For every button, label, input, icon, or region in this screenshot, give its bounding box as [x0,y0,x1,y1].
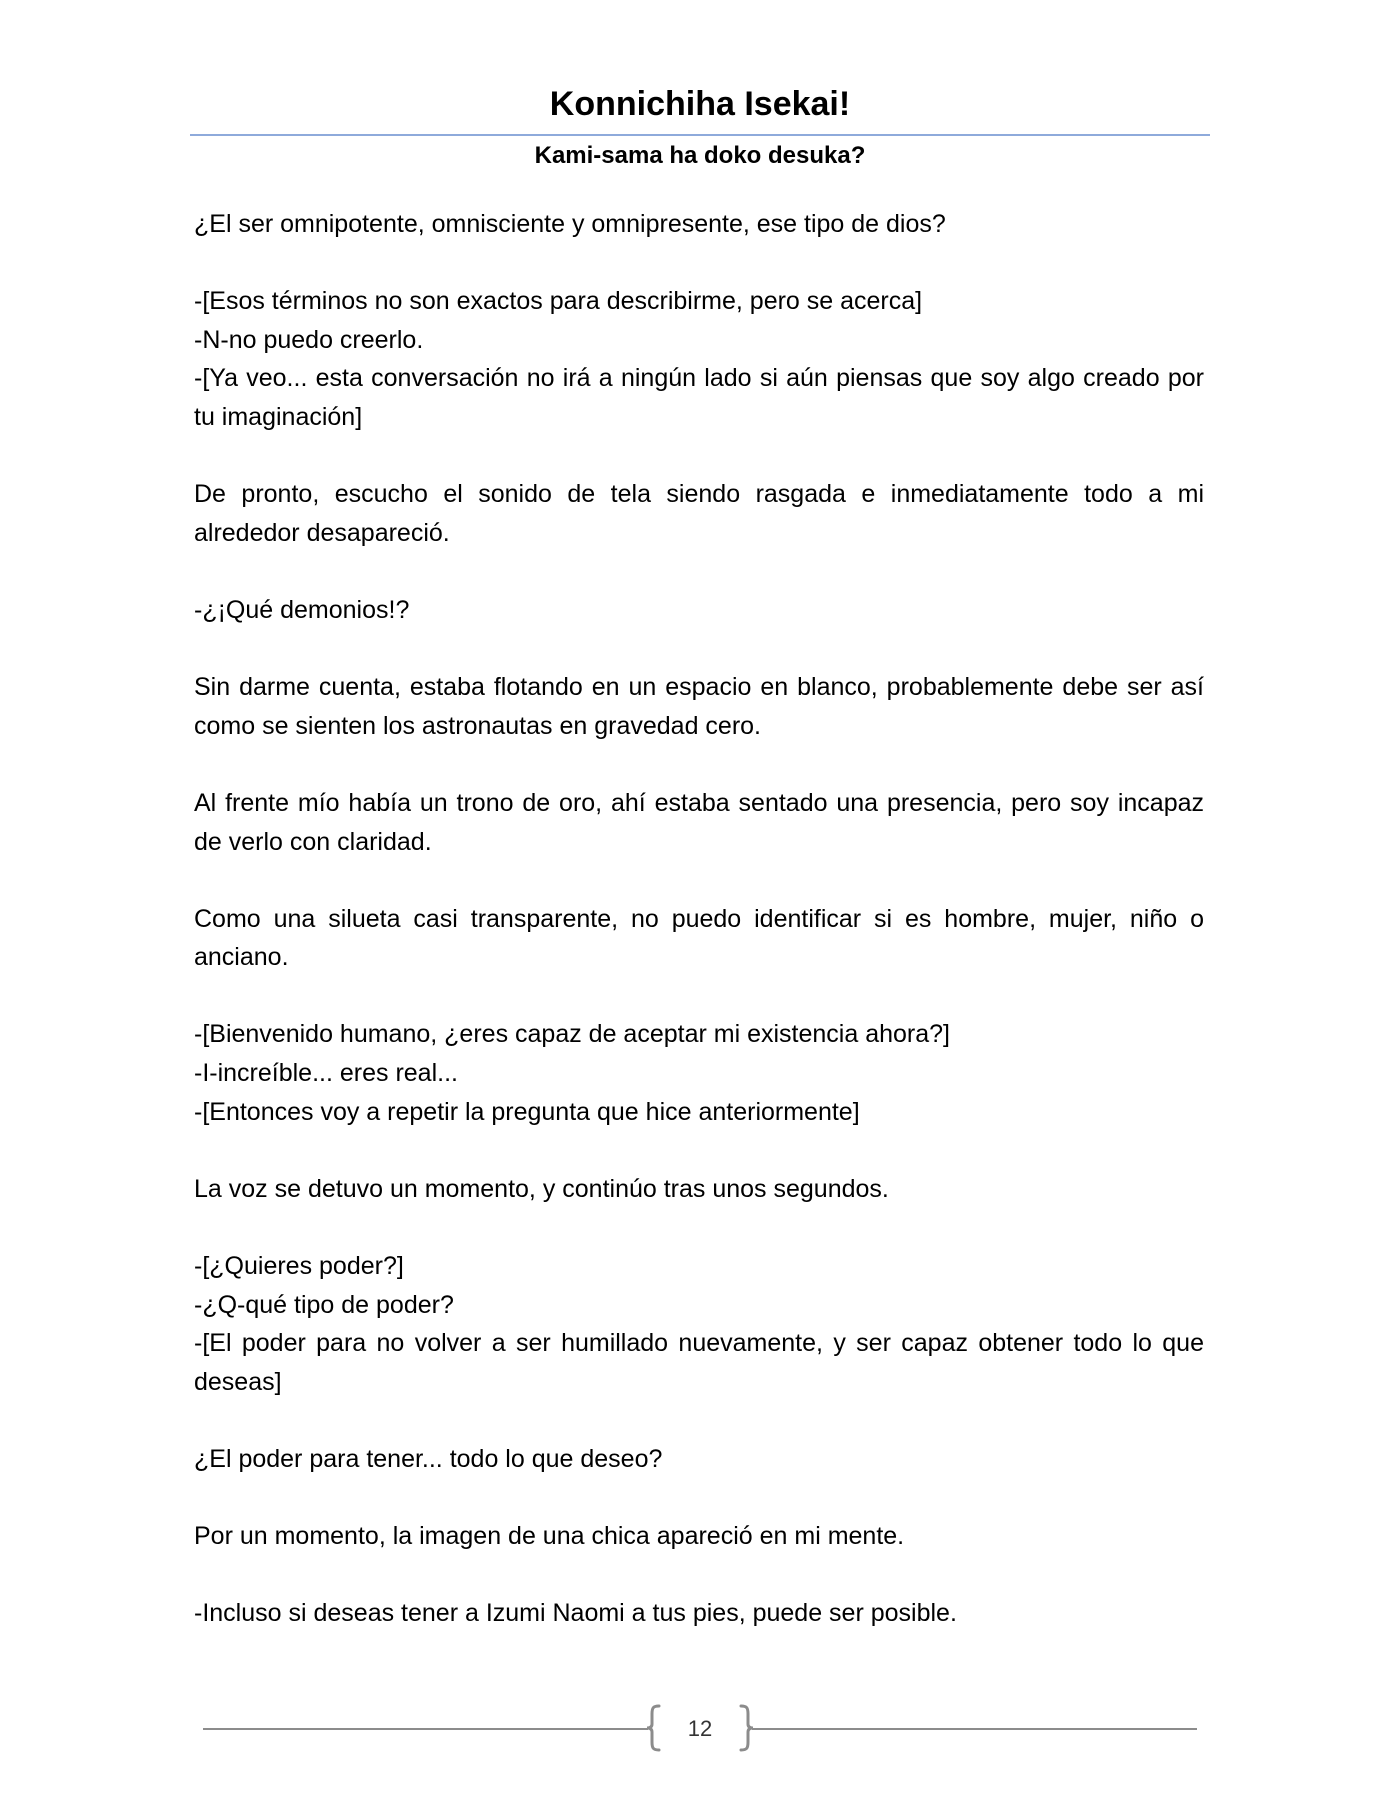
paragraph: -Incluso si deseas tener a Izumi Naomi a tus pies, puede ser posible. [194,1599,957,1628]
footer-rule-right [752,1728,1197,1730]
right-brace-icon [738,1704,756,1752]
page-header-title: Konnichiha Isekai! [549,85,851,123]
chapter-title: Kami-sama ha doko desuka? [534,142,866,169]
dialogue-line: -[Bienvenido humano, ¿eres capaz de aceptar mi existencia ahora?] [194,1020,950,1049]
dialogue-line: -[Entonces voy a repetir la pregunta que hice anteriormente] [194,1097,860,1126]
paragraph: -¿¡Qué demonios!? [194,595,410,624]
footer-rule-left [203,1728,648,1730]
dialogue-line: -¿Q-qué tipo de poder? [194,1290,454,1319]
paragraph: ¿El poder para tener... todo lo que deseo? [194,1445,663,1473]
dialogue-line: -[Esos términos no son exactos para describirme, pero se acerca] [194,287,923,316]
dialogue-line: -N-no puedo creerlo. [194,325,424,354]
paragraph: La voz se detuvo un momento, y continúo tras unos segundos. [194,1174,889,1203]
left-brace-icon [644,1704,662,1752]
paragraph: Al frente mío había un trono de oro, ahí estaba sentado una presencia, pero soy incapaz de verlo con claridad. [194,788,1204,856]
header-divider [190,134,1210,136]
paragraph: Por un momento, la imagen de una chica apareció en mi mente. [194,1522,905,1551]
dialogue-line: -[Ya veo... esta conversación no irá a ningún lado si aún piensas que soy algo creado por tu imaginación] [194,364,1204,431]
dialogue-line: -[El poder para no volver a ser humillado nuevamente, y ser capaz obtener todo lo que deseas] [194,1329,1204,1396]
paragraph: Como una silueta casi transparente, no puedo identificar si es hombre, mujer, niño o anciano. [194,904,1204,972]
paragraph: ¿El ser omnipotente, omnisciente y omnipresente, ese tipo de dios? [194,210,946,238]
page-number: 12 [687,1716,713,1741]
body-text [194,205,1204,1672]
paragraph: Sin darme cuenta, estaba flotando en un espacio en blanco, probablemente debe ser así como se sienten los astronautas en gravedad cero. [194,673,1204,740]
paragraph: De pronto, escucho el sonido de tela siendo rasgada e inmediatamente todo a mi alrededor desapareció. [194,480,1204,547]
dialogue-line: -I-increíble... eres real... [194,1059,458,1088]
dialogue-line: -[¿Quieres poder?] [194,1252,404,1281]
